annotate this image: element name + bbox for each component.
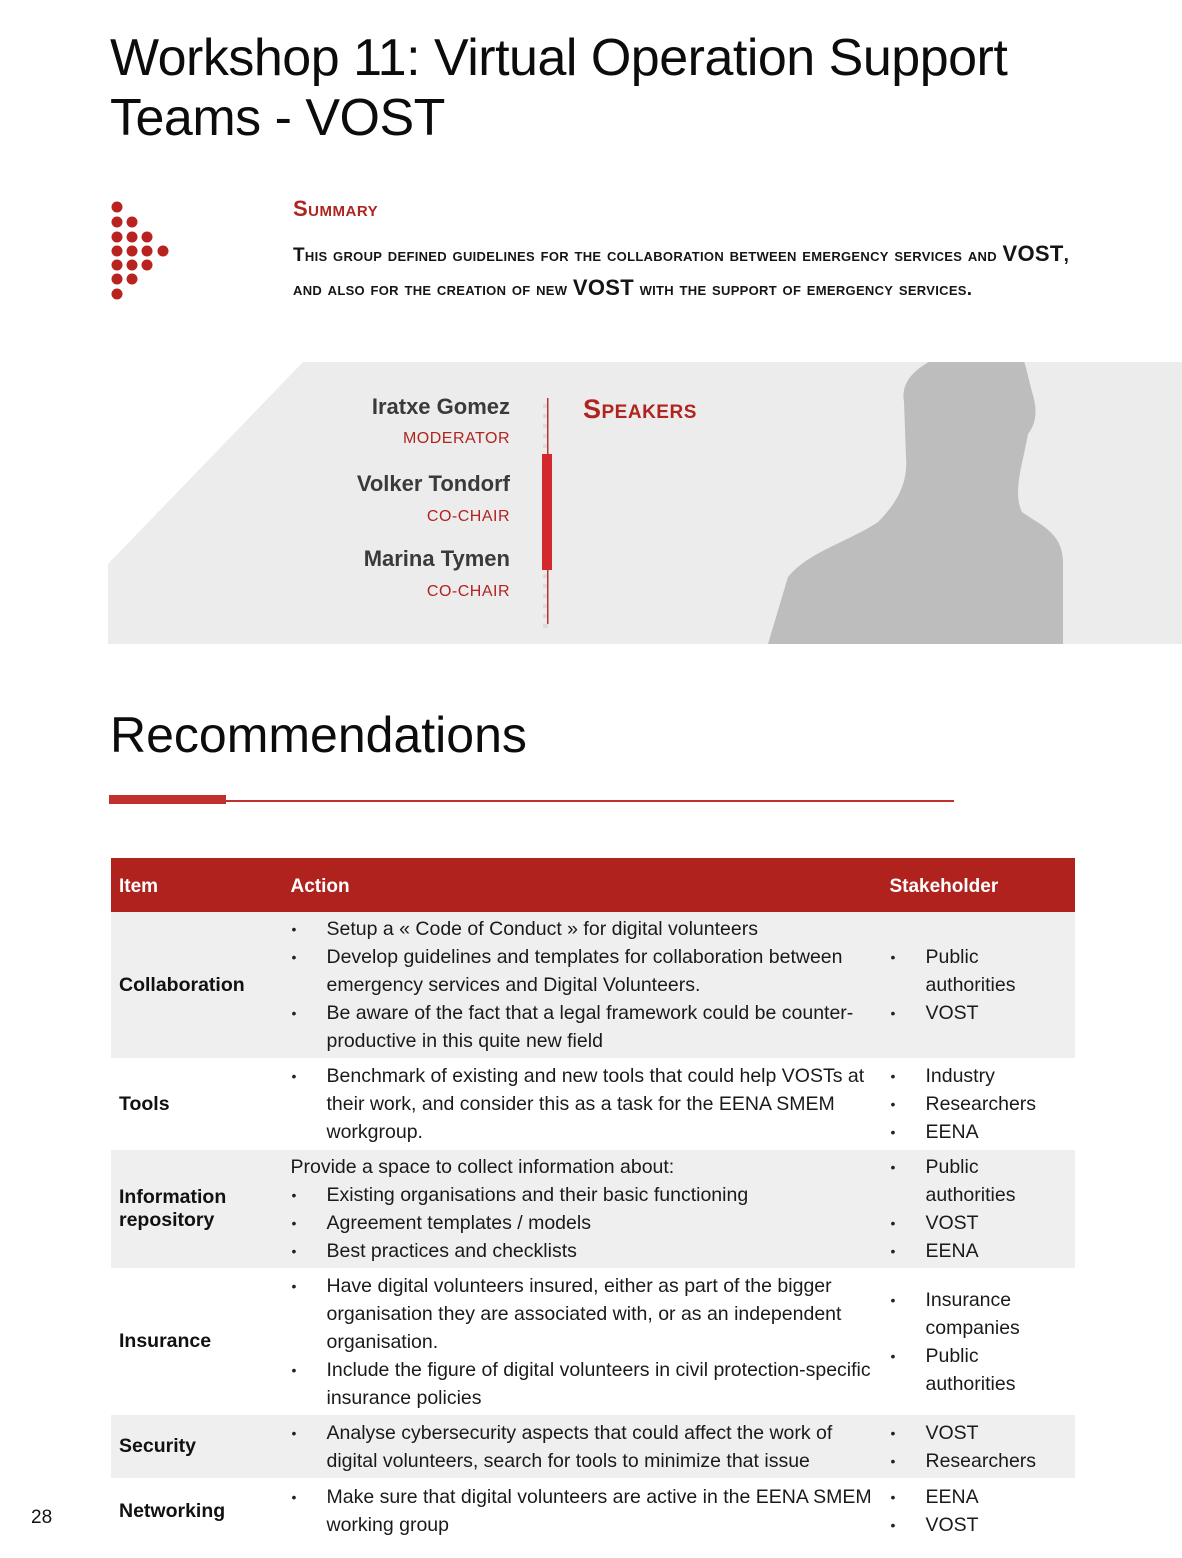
- stakeholder-cell: [881, 1268, 1075, 1415]
- recommendations-heading: Recommendations: [110, 707, 527, 763]
- table-header-row: [111, 858, 1075, 912]
- stakeholder-item: • VOST: [889, 1511, 1067, 1539]
- stakeholder-list: [889, 943, 1067, 1027]
- stakeholder-item: • Researchers: [889, 1447, 1067, 1475]
- stakeholder-item: • Insurance companies: [889, 1286, 1067, 1342]
- stakeholder-list: [889, 1153, 1067, 1265]
- action-item: • Have digital volunteers insured, either as part of the bigger organisation they are associated with, or as an independent organisation.: [291, 1272, 874, 1356]
- item-cell: Networking: [119, 1499, 226, 1522]
- table-row: [111, 1415, 1075, 1478]
- stakeholder-item: • Public authorities: [889, 1342, 1067, 1398]
- stakeholder-cell: [881, 1058, 1075, 1150]
- item-cell: Collaboration: [111, 912, 283, 1058]
- table-row: [111, 1478, 1075, 1544]
- action-intro: Provide a space to collect information about:: [290, 1156, 675, 1178]
- speaker-role: MODERATOR: [402, 430, 510, 447]
- action-item: • Include the figure of digital volunteers in civil protection-specific insurance policies: [291, 1356, 874, 1412]
- item-cell: Tools: [119, 1092, 170, 1115]
- stakeholder-list: [889, 1286, 1067, 1398]
- action-item: • Make sure that digital volunteers are active in the EENA SMEM working group: [291, 1483, 874, 1539]
- action-cell: [283, 912, 882, 1058]
- action-list: [291, 1181, 874, 1265]
- action-item: • Best practices and checklists: [291, 1237, 874, 1265]
- action-list: [291, 1483, 874, 1539]
- table-row: [111, 1268, 1075, 1415]
- table-row: [111, 912, 1075, 1058]
- heading-rule-accent: [109, 795, 226, 804]
- stakeholder-cell: [881, 1415, 1075, 1478]
- action-cell: [283, 1058, 882, 1150]
- action-item: • Existing organisations and their basic functioning: [291, 1181, 874, 1209]
- item-cell: Security: [111, 1415, 283, 1478]
- stakeholder-item: • VOST: [889, 999, 1067, 1027]
- action-item: • Benchmark of existing and new tools that could help VOSTs at their work, and consider this as a task for the EENA SMEM workgroup.: [291, 1062, 874, 1146]
- page-number: 28: [31, 1507, 53, 1528]
- speaker-role: CO-CHAIR: [426, 508, 510, 525]
- action-cell: [283, 1150, 882, 1268]
- stakeholder-item: • EENA: [889, 1118, 1067, 1146]
- stakeholder-item: • EENA: [889, 1483, 1067, 1511]
- speaker-name: Marina Tymen: [363, 546, 510, 571]
- action-item: • Develop guidelines and templates for collaboration between emergency services and Digital Volunteers.: [291, 943, 874, 999]
- item-cell: Information repository: [111, 1150, 283, 1268]
- stakeholder-cell: [881, 1478, 1075, 1544]
- stakeholder-list: [889, 1062, 1067, 1146]
- stakeholder-item: • Industry: [889, 1062, 1067, 1090]
- action-cell: [283, 1415, 882, 1478]
- stakeholder-cell: [881, 912, 1075, 1058]
- stakeholder-item: • Researchers: [889, 1090, 1067, 1118]
- action-list: [291, 915, 874, 1055]
- action-item: • Analyse cybersecurity aspects that could affect the work of digital volunteers, search for tools to minimize that issue: [291, 1419, 874, 1475]
- summary-heading: Summary: [293, 196, 379, 221]
- stakeholder-item: • VOST: [889, 1419, 1067, 1447]
- action-item: • Setup a « Code of Conduct » for digital volunteers: [291, 915, 874, 943]
- stakeholder-item: • EENA: [889, 1237, 1067, 1265]
- speaker-name: Iratxe Gomez: [371, 394, 510, 419]
- stakeholder-item: • Public authorities: [889, 1153, 1067, 1209]
- heading-rule: [226, 800, 954, 802]
- stakeholder-list: [889, 1483, 1067, 1539]
- dot-arrow-icon: [108, 198, 174, 302]
- action-list: [291, 1419, 874, 1475]
- action-list: [291, 1062, 874, 1146]
- column-header-stakeholder: Stakeholder: [881, 858, 1075, 912]
- action-cell: [283, 1268, 882, 1415]
- recommendations-table: [111, 858, 1075, 1544]
- action-list: [291, 1272, 874, 1412]
- speaker-name: Volker Tondorf: [356, 471, 510, 496]
- speakers-heading: Speakers: [583, 394, 697, 424]
- stakeholder-item: • Public authorities: [889, 943, 1067, 999]
- stakeholder-item: • VOST: [889, 1209, 1067, 1237]
- table-row: [111, 1150, 1075, 1268]
- column-header-item: Item: [111, 858, 283, 912]
- column-header-action: Action: [283, 858, 882, 912]
- action-item: • Be aware of the fact that a legal framework could be counter-productive in this quite new field: [291, 999, 874, 1055]
- action-item: • Agreement templates / models: [291, 1209, 874, 1237]
- stakeholder-cell: [881, 1150, 1075, 1268]
- summary-text: This group defined guidelines for the collaboration between emergency services and VOST, and also for the creation of new VOST with the support of emergency services.: [293, 241, 1070, 300]
- item-cell: Insurance: [119, 1330, 212, 1352]
- stakeholder-list: [889, 1419, 1067, 1475]
- action-cell: [283, 1478, 882, 1544]
- table-row: [111, 1058, 1075, 1150]
- page-title: Workshop 11: Virtual Operation Support Teams - VOST: [110, 29, 1008, 147]
- speaker-role: CO-CHAIR: [426, 583, 510, 600]
